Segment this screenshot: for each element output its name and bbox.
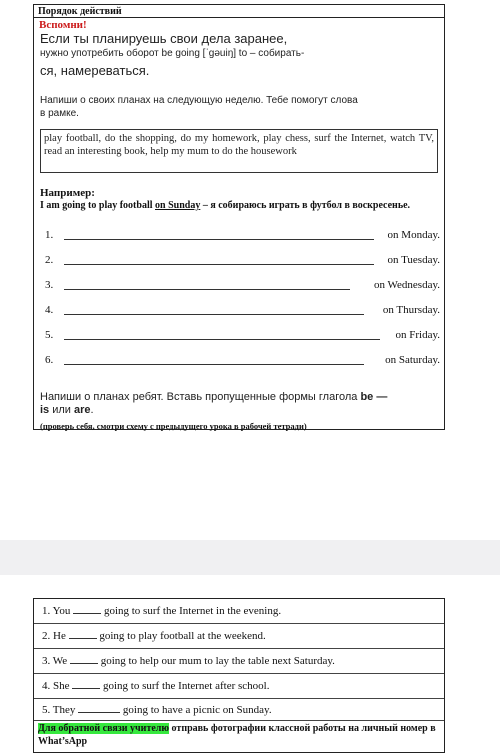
check-note: (проверь себя, смотри схему с предыдущего урока в рабочей тетради) [40, 421, 307, 431]
blank-1[interactable] [73, 604, 101, 614]
example-pre: I am going to play football [40, 200, 156, 211]
rule-line-3: ся, намереваться. [40, 63, 150, 78]
example-underlined: on Sunday [155, 200, 201, 211]
answer-line-5[interactable] [64, 339, 380, 340]
sentence-post: going to play football at the weekend. [99, 630, 266, 642]
sentence-post: going to surf the Internet after school. [103, 680, 270, 692]
sentence-post: going to surf the Internet in the evening. [103, 605, 282, 617]
sentence-post: going to help our mum to lay the table next Saturday. [100, 655, 335, 667]
row-number: 4. [45, 304, 54, 316]
answer-row-6 [40, 354, 440, 368]
sentence-pre: 4. She [42, 680, 70, 692]
rule-line-2: нужно употребить оборот be going [ˈgəuiŋ] to – собирать- [40, 48, 305, 59]
example-title: Например: [40, 187, 95, 199]
row-day: on Wednesday. [373, 279, 440, 291]
word-box: play football, do the shopping, do my homework, play chess, surf the Internet, watch TV, read an interesting book, help my mum to do the housework [40, 129, 438, 173]
task2-end: . [90, 404, 94, 416]
feedback-highlight: Для обратной связи учителю [38, 723, 170, 734]
row-number: 5. [45, 329, 54, 341]
feedback-note [38, 722, 438, 748]
row-day: on Friday. [395, 329, 440, 341]
sentence-row-4 [34, 674, 444, 699]
row-number: 1. [45, 229, 54, 241]
blank-4[interactable] [72, 679, 100, 689]
blank-2[interactable] [69, 629, 97, 639]
row-number: 3. [45, 279, 54, 291]
row-day: on Saturday. [385, 354, 440, 366]
task2-or: или [49, 404, 75, 416]
answer-line-4[interactable] [64, 314, 364, 315]
worksheet-bottom [33, 598, 445, 753]
answer-row-2 [40, 254, 440, 268]
row-number: 6. [45, 354, 54, 366]
blank-5[interactable] [78, 703, 120, 713]
answer-row-5 [40, 329, 440, 343]
task2-are: are [74, 404, 91, 416]
answer-row-1 [40, 229, 440, 243]
answer-line-6[interactable] [64, 364, 364, 365]
section-header: Порядок действий [34, 5, 444, 18]
task2-instruction [40, 391, 444, 417]
blank-3[interactable] [70, 654, 98, 664]
answer-row-3 [40, 279, 440, 293]
sentence-row-3 [34, 649, 444, 674]
rule-line-1: Если ты планируешь свои дела заранее, [40, 31, 288, 46]
answer-row-4 [40, 304, 440, 318]
task2-be: be [360, 391, 374, 403]
answer-line-1[interactable] [64, 239, 374, 240]
answer-line-2[interactable] [64, 264, 374, 265]
feedback-rest: отправь фотографии классной работы на личный номер в What’sApp [38, 723, 436, 747]
worksheet-top [33, 4, 445, 430]
row-day: on Monday. [387, 229, 440, 241]
example-sentence [40, 200, 440, 212]
sentence-pre: 5. They [42, 704, 76, 716]
sentence-post: going to have a picnic on Sunday. [122, 704, 272, 716]
task1-line-2: в рамке. [40, 108, 79, 119]
sentence-row-1 [34, 599, 444, 624]
page-divider [0, 540, 500, 575]
task2-is: is [40, 404, 50, 416]
task1-line-1: Напиши о своих планах на следующую неделю. Тебе помогут слова [40, 95, 358, 106]
sentence-row-5 [34, 699, 444, 721]
sentence-pre: 1. You [42, 605, 71, 617]
row-day: on Thursday. [382, 304, 440, 316]
sentence-row-2 [34, 624, 444, 649]
task2-dash: — [373, 391, 388, 403]
row-day: on Tuesday. [387, 254, 440, 266]
answer-line-3[interactable] [64, 289, 350, 290]
task2-pre: Напиши о планах ребят. Вставь пропущенные формы глагола [40, 391, 361, 403]
remember-label: Вспомни! [39, 19, 87, 31]
row-number: 2. [45, 254, 54, 266]
example-post: – я собираюсь играть в футбол в воскресенье. [200, 200, 411, 211]
sentence-pre: 2. He [42, 630, 66, 642]
sentence-pre: 3. We [42, 655, 68, 667]
